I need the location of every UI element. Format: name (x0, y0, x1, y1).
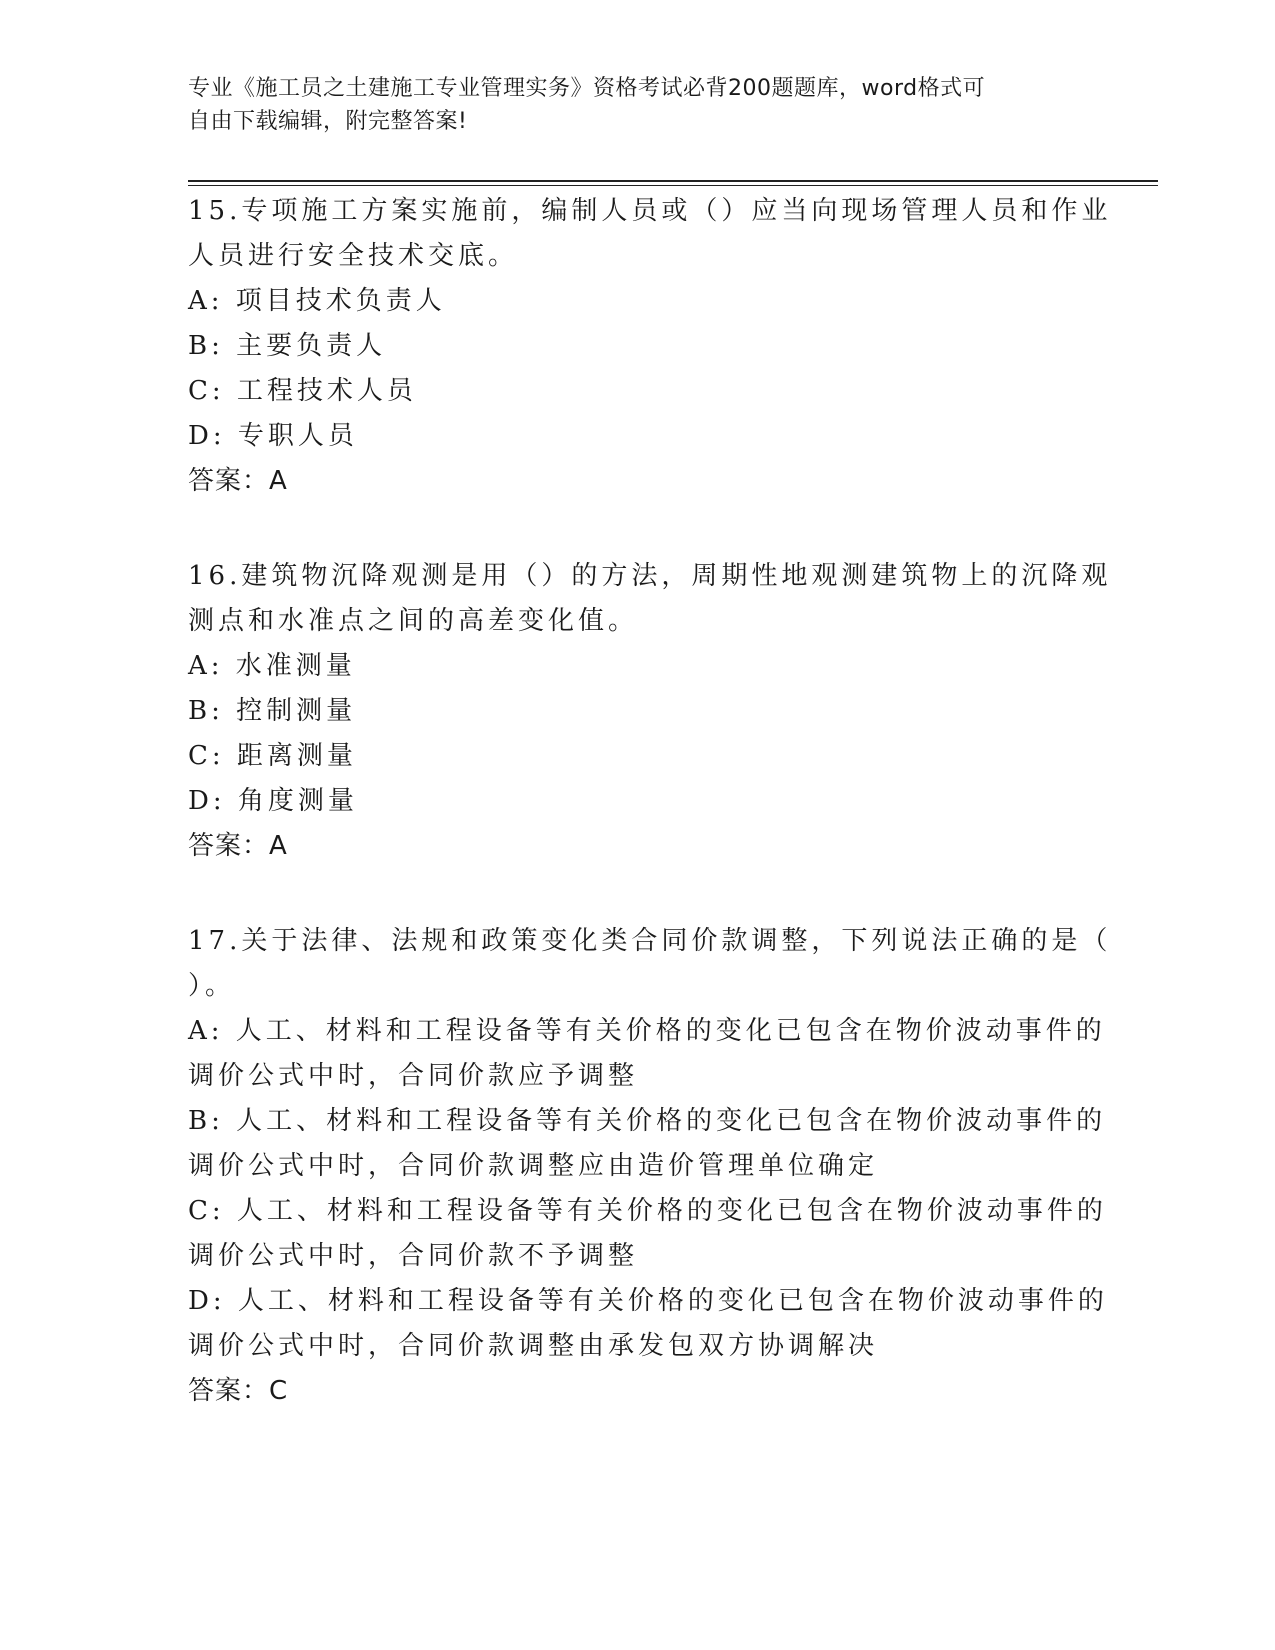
answer: 答案：C (188, 1376, 289, 1406)
option-a: A: 人工、材料和工程设备等有关价格的变化已包含在物价波动事件的 (188, 1016, 1106, 1046)
option-c-continued: 调价公式中时，合同价款不予调整 (188, 1241, 639, 1271)
option-c: C: 距离测量 (188, 741, 357, 771)
question-stem: ）。 (188, 971, 236, 1001)
question-stem: 15.专项施工方案实施前，编制人员或（）应当向现场管理人员和作业 (188, 196, 1112, 226)
question-15 (188, 189, 1112, 504)
option-b: B: 人工、材料和工程设备等有关价格的变化已包含在物价波动事件的 (188, 1106, 1107, 1136)
option-a: A: 水准测量 (188, 651, 356, 681)
option-a: A: 项目技术负责人 (188, 286, 446, 316)
document-header (188, 72, 1088, 138)
option-a-continued: 调价公式中时，合同价款应予调整 (188, 1061, 639, 1091)
option-b: B: 主要负责人 (188, 331, 387, 361)
question-stem: 16.建筑物沉降观测是用（）的方法，周期性地观测建筑物上的沉降观 (188, 561, 1112, 591)
question-stem: 人员进行安全技术交底。 (188, 241, 519, 271)
option-d: D: 角度测量 (188, 786, 358, 816)
option-b: B: 控制测量 (188, 696, 357, 726)
header-line: 专业《施工员之土建施工专业管理实务》资格考试必背200题题库，word格式可 (188, 76, 986, 101)
header-divider (188, 185, 1158, 186)
question-stem: 测点和水准点之间的高差变化值。 (188, 606, 639, 636)
question-stem: 17.关于法律、法规和政策变化类合同价款调整，下列说法正确的是（ (188, 926, 1112, 956)
option-d: D: 人工、材料和工程设备等有关价格的变化已包含在物价波动事件的 (188, 1286, 1108, 1316)
option-b-continued: 调价公式中时，合同价款调整应由造价管理单位确定 (188, 1151, 879, 1181)
answer: 答案：A (188, 466, 288, 496)
question-17 (188, 919, 1112, 1414)
answer: 答案：A (188, 831, 288, 861)
option-d: D: 专职人员 (188, 421, 358, 451)
question-16 (188, 554, 1112, 869)
option-c: C: 人工、材料和工程设备等有关价格的变化已包含在物价波动事件的 (188, 1196, 1107, 1226)
option-c: C: 工程技术人员 (188, 376, 417, 406)
header-divider (188, 180, 1158, 182)
header-line: 自由下载编辑，附完整答案! (188, 109, 468, 134)
option-d-continued: 调价公式中时，合同价款调整由承发包双方协调解决 (188, 1331, 879, 1361)
